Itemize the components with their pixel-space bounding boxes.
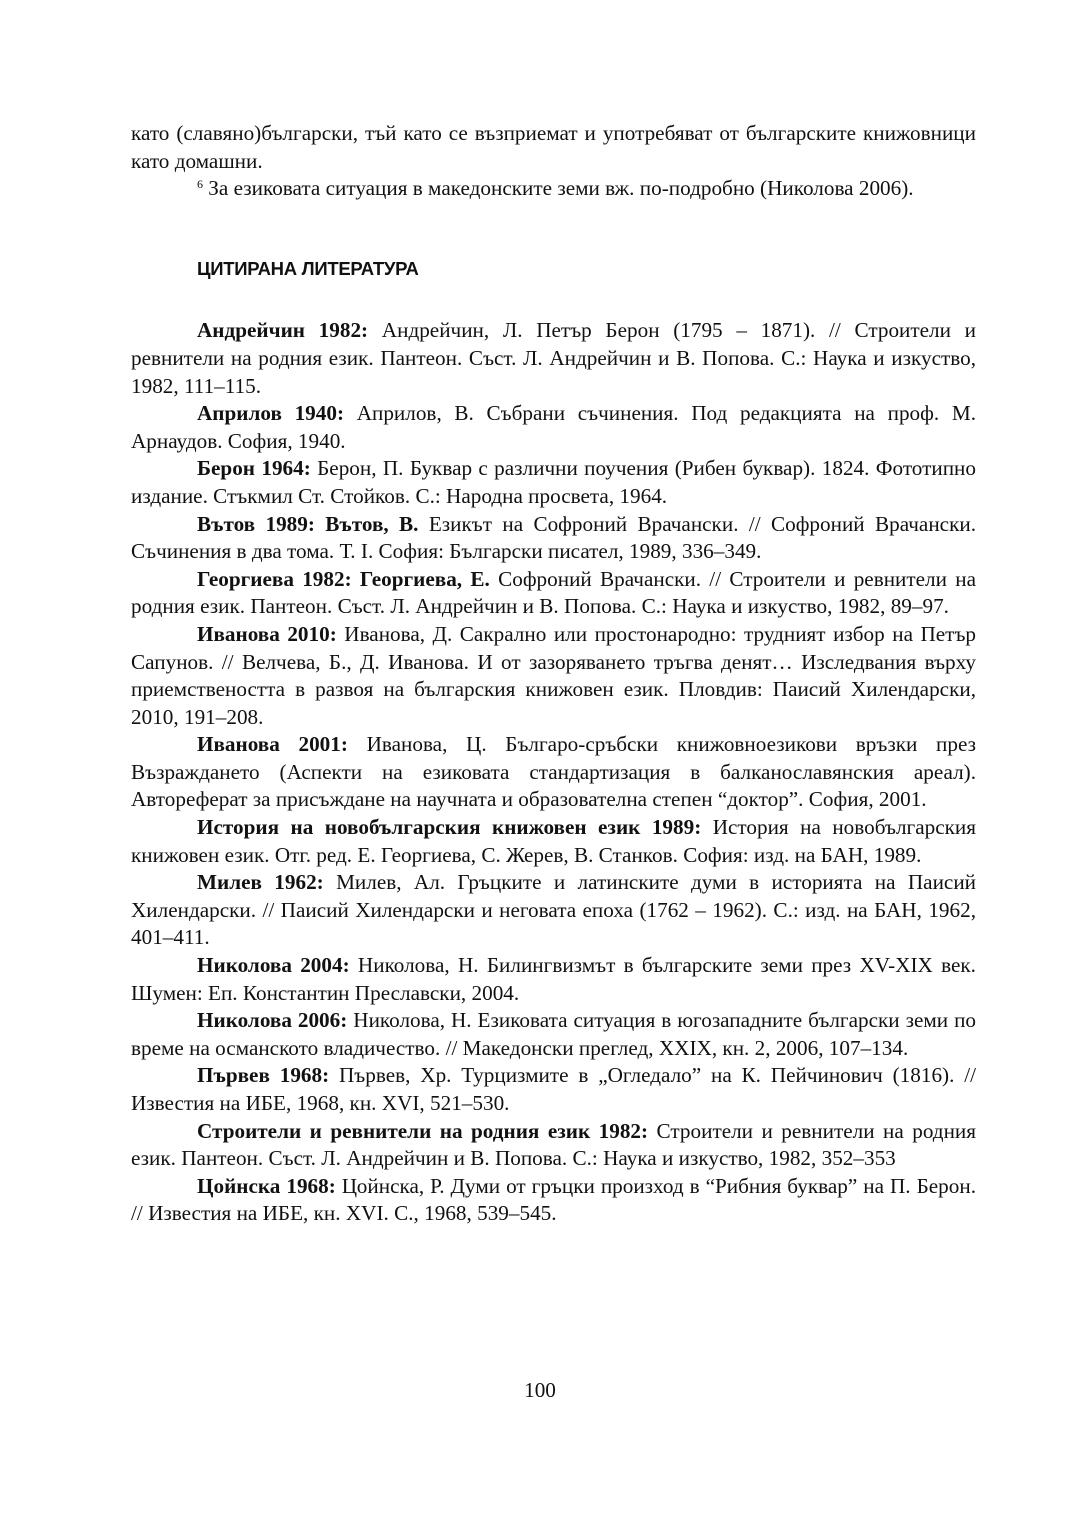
footnote xyxy=(131,175,976,203)
reference-key: Цойнска 1968: xyxy=(197,1173,336,1198)
reference-key: Берон 1964: xyxy=(197,456,311,481)
reference-text: Първев, Хр. Турцизмите в „Огледало” на К. Пейчинович (1816). // Известия на ИБЕ, 1968, кн. XVI, 521–530. xyxy=(131,1063,976,1115)
reference-text: Иванова, Ц. Българо-сръбски книжовноезикови връзки през Възраждането (Аспекти на езиковата стандартизация в балканославянския ареал). Автореферат за присъждане на научната и образователна степен “доктор”. София, 2001. xyxy=(131,732,976,812)
reference-item xyxy=(131,1062,976,1117)
reference-key: Вътов 1989: Вътов, В. xyxy=(197,511,419,536)
reference-text: Цойнска, Р. Думи от гръцки произход в “Рибния буквар” на П. Берон. // Известия на ИБЕ, кн. XVI. С., 1968, 539–545. xyxy=(131,1173,976,1226)
reference-item xyxy=(131,400,976,455)
reference-text: Строители и ревнители на родния език. Пантеон. Съст. Л. Андрейчин и В. Попова. С.: Наука и изкуство, 1982, 352–353 xyxy=(131,1118,977,1171)
footnote-number: 6 xyxy=(197,177,203,192)
footnote-text: За езиковата ситуация в македонските земи вж. по-подробно (Николова 2006). xyxy=(208,176,914,201)
reference-text: Иванова, Д. Сакрално или простонародно: трудният избор на Петър Сапунов. // Велчева, Б., Д. Иванова. И от зазоряването тръгва денят… Изследвания върху приемствеността в развоя на българския книжовен език. Пловдив: Паисий Хилендарски, 2010, 191–208. xyxy=(131,621,976,729)
reference-item xyxy=(131,566,976,621)
reference-list xyxy=(131,317,976,1228)
reference-item xyxy=(131,952,976,1007)
reference-item xyxy=(131,1118,976,1173)
page-number: 100 xyxy=(524,1378,556,1402)
reference-text: Николова, Н. Билингвизмът в българските земи през XV-XIX век. Шумен: Еп. Константин Преславски, 2004. xyxy=(131,953,976,1005)
reference-item xyxy=(131,511,976,566)
reference-text: Езикът на Софроний Врачански. // Софроний Врачански. Съчинения в два тома. Т. I. София: Български писател, 1989, 336–349. xyxy=(131,511,977,564)
reference-item xyxy=(131,621,976,731)
reference-item xyxy=(131,317,976,400)
reference-key: Андрейчин 1982: xyxy=(197,318,369,343)
section-heading: ЦИТИРАНА ЛИТЕРАТУРА xyxy=(197,257,419,279)
reference-item xyxy=(131,1173,976,1228)
reference-key: Строители и ревнители на родния език 1982: xyxy=(197,1118,649,1143)
continued-paragraph: като (славяно)български, тъй като се възприемат и употребяват от българските книжовници като домашни. xyxy=(131,121,976,173)
page-body xyxy=(131,120,976,1228)
reference-item xyxy=(131,814,976,869)
reference-text: История на новобългарския книжовен език. Отг. ред. Е. Георгиева, С. Жерев, В. Станков. София: изд. на БАН, 1989. xyxy=(131,815,976,867)
reference-item xyxy=(131,455,976,510)
reference-item xyxy=(131,869,976,952)
reference-key: Априлов 1940: xyxy=(197,401,345,426)
reference-key: Николова 2006: xyxy=(197,1008,348,1033)
reference-key: Николова 2004: xyxy=(197,953,350,978)
reference-text: Милев, Ал. Гръцките и латинските думи в историята на Паисий Хилендарски. // Паисий Хилендарски и неговата епоха (1762 – 1962). С.: изд. на БАН, 1962, 401–411. xyxy=(131,870,976,950)
reference-item xyxy=(131,1007,976,1062)
reference-text: Софроний Врачански. // Строители и ревнители на родния език. Пантеон. Съст. Л. Андрейчин и В. Попова. С.: Наука и изкуство, 1982, 89–97. xyxy=(131,566,976,619)
reference-text: Априлов, В. Събрани съчинения. Под редакцията на проф. М. Арнаудов. София, 1940. xyxy=(131,401,976,453)
reference-key: Милев 1962: xyxy=(197,870,324,895)
reference-key: Иванова 2001: xyxy=(197,732,348,757)
reference-item xyxy=(131,731,976,814)
reference-text: Андрейчин, Л. Петър Берон (1795 – 1871). // Строители и ревнители на родния език. Пантеон. Съст. Л. Андрейчин и В. Попова. С.: Наука и изкуство, 1982, 111–115. xyxy=(131,318,976,398)
reference-key: Иванова 2010: xyxy=(197,621,337,646)
reference-key: Георгиева 1982: Георгиева, Е. xyxy=(197,566,490,591)
reference-text: Николова, Н. Езиковата ситуация в югозападните български земи по време на османското владичество. // Македонски преглед, XXIX, кн. 2, 2006, 107–134. xyxy=(131,1008,976,1060)
reference-key: Първев 1968: xyxy=(197,1063,330,1088)
reference-text: Берон, П. Буквар с различни поучения (Рибен буквар). 1824. Фототипно издание. Стъкмил Ст. Стойков. С.: Народна просвета, 1964. xyxy=(131,456,976,508)
reference-key: История на новобългарския книжовен език 1989: xyxy=(197,815,702,840)
